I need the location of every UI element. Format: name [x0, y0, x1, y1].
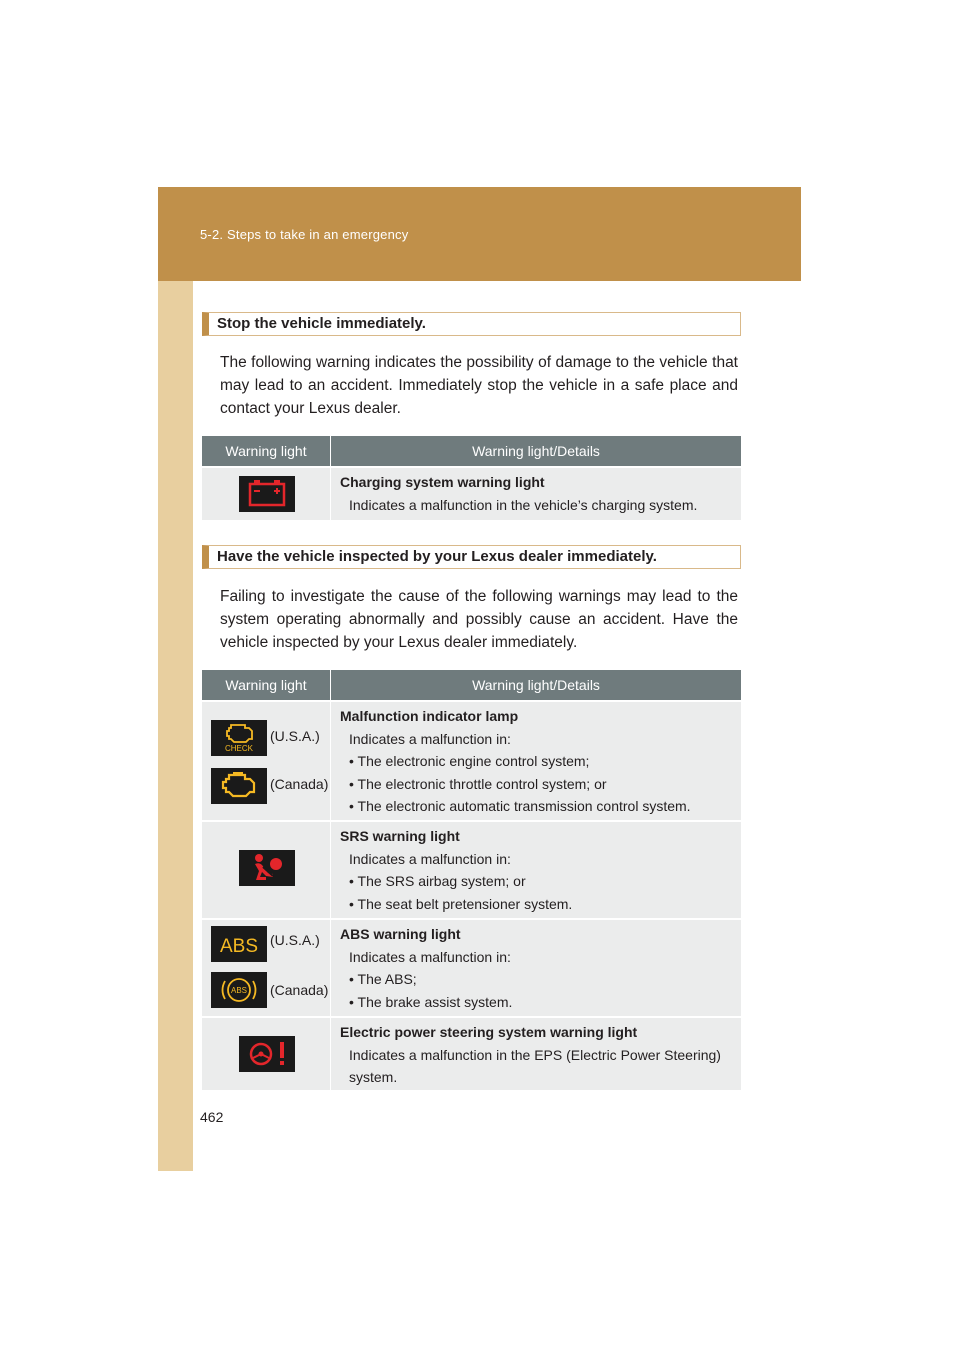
engine-canada-icon — [211, 768, 267, 804]
region-usa-label: (U.S.A.) — [270, 932, 320, 948]
breadcrumb: 5-2. Steps to take in an emergency — [200, 227, 409, 242]
section-heading-inspect — [202, 545, 741, 569]
region-canada-label: (Canada) — [270, 982, 329, 998]
table-row — [202, 700, 741, 820]
warning-light-cell — [202, 920, 331, 1016]
side-strip — [158, 281, 193, 1171]
table-header — [202, 436, 741, 466]
section-heading-stop — [202, 312, 741, 336]
warning-details-cell — [331, 702, 741, 820]
warning-bullet: • The brake assist system. — [349, 993, 513, 1010]
airbag-person-icon — [239, 850, 295, 886]
warning-details-cell — [331, 920, 741, 1016]
steering-wheel-exclamation-icon — [239, 1036, 295, 1072]
warning-details-cell — [331, 822, 741, 918]
warning-title: Electric power steering system warning light — [340, 1024, 638, 1040]
warning-bullet: • The ABS; — [349, 971, 417, 987]
battery-icon — [239, 476, 295, 512]
check-label: CHECK — [224, 744, 254, 753]
warning-details-cell — [331, 468, 741, 520]
warning-table-inspect — [202, 670, 741, 1090]
warning-text: Indicates a malfunction in the vehicle’s charging system. — [349, 496, 698, 513]
warning-light-cell — [202, 1018, 331, 1090]
table-row — [202, 1016, 741, 1090]
table-row — [202, 820, 741, 918]
abs-canada-icon — [211, 972, 267, 1008]
warning-title: ABS warning light — [340, 926, 461, 942]
column-header-warning-light: Warning light — [202, 436, 331, 466]
warning-title: Malfunction indicator lamp — [340, 708, 519, 724]
page-number: 462 — [200, 1109, 224, 1125]
warning-bullet: • The electronic throttle control system; or — [349, 775, 607, 792]
section-paragraph-stop: The following warning indicates the possibility of damage to the vehicle that may lead to an accident. Immediately stop the vehicle in a safe place and contact your Lexus dealer. — [220, 354, 738, 417]
warning-title: Charging system warning light — [340, 474, 545, 490]
warning-bullet: • The electronic automatic transmission control system. — [349, 798, 691, 814]
table-row — [202, 466, 741, 520]
warning-details-cell — [331, 1018, 741, 1090]
abs-canada-label: ABS — [230, 986, 248, 995]
warning-text: Indicates a malfunction in: — [349, 948, 511, 965]
column-header-details: Warning light/Details — [472, 677, 600, 693]
warning-light-cell — [202, 702, 331, 820]
header-band — [158, 187, 801, 281]
table-row — [202, 918, 741, 1016]
warning-text: Indicates a malfunction in: — [349, 730, 511, 747]
warning-title: SRS warning light — [340, 828, 460, 844]
warning-text: Indicates a malfunction in: — [349, 850, 511, 867]
warning-bullet: • The seat belt pretensioner system. — [349, 895, 573, 912]
warning-light-cell — [202, 468, 331, 520]
abs-usa-label: ABS — [219, 936, 259, 957]
abs-usa-icon — [211, 926, 267, 962]
column-header-details: Warning light/Details — [472, 443, 600, 459]
warning-text: Indicates a malfunction in the EPS (Electric Power Steering) system. — [349, 1046, 721, 1085]
warning-light-cell — [202, 822, 331, 918]
warning-bullet: • The electronic engine control system; — [349, 753, 590, 769]
section-heading-text: Have the vehicle inspected by your Lexus dealer immediately. — [217, 548, 657, 565]
check-engine-usa-icon — [211, 720, 267, 756]
section-paragraph-inspect: Failing to investigate the cause of the following warnings may lead to the system operating abnormally and possibly cause an accident. Have the vehicle inspected by your Lexus dealer immediately. — [220, 588, 738, 651]
warning-table-stop — [202, 436, 741, 520]
column-header-warning-light: Warning light — [202, 670, 331, 700]
table-header — [202, 670, 741, 700]
section-heading-text: Stop the vehicle immediately. — [217, 315, 426, 332]
warning-bullet: • The SRS airbag system; or — [349, 873, 526, 889]
region-usa-label: (U.S.A.) — [270, 728, 320, 744]
region-canada-label: (Canada) — [270, 776, 329, 792]
